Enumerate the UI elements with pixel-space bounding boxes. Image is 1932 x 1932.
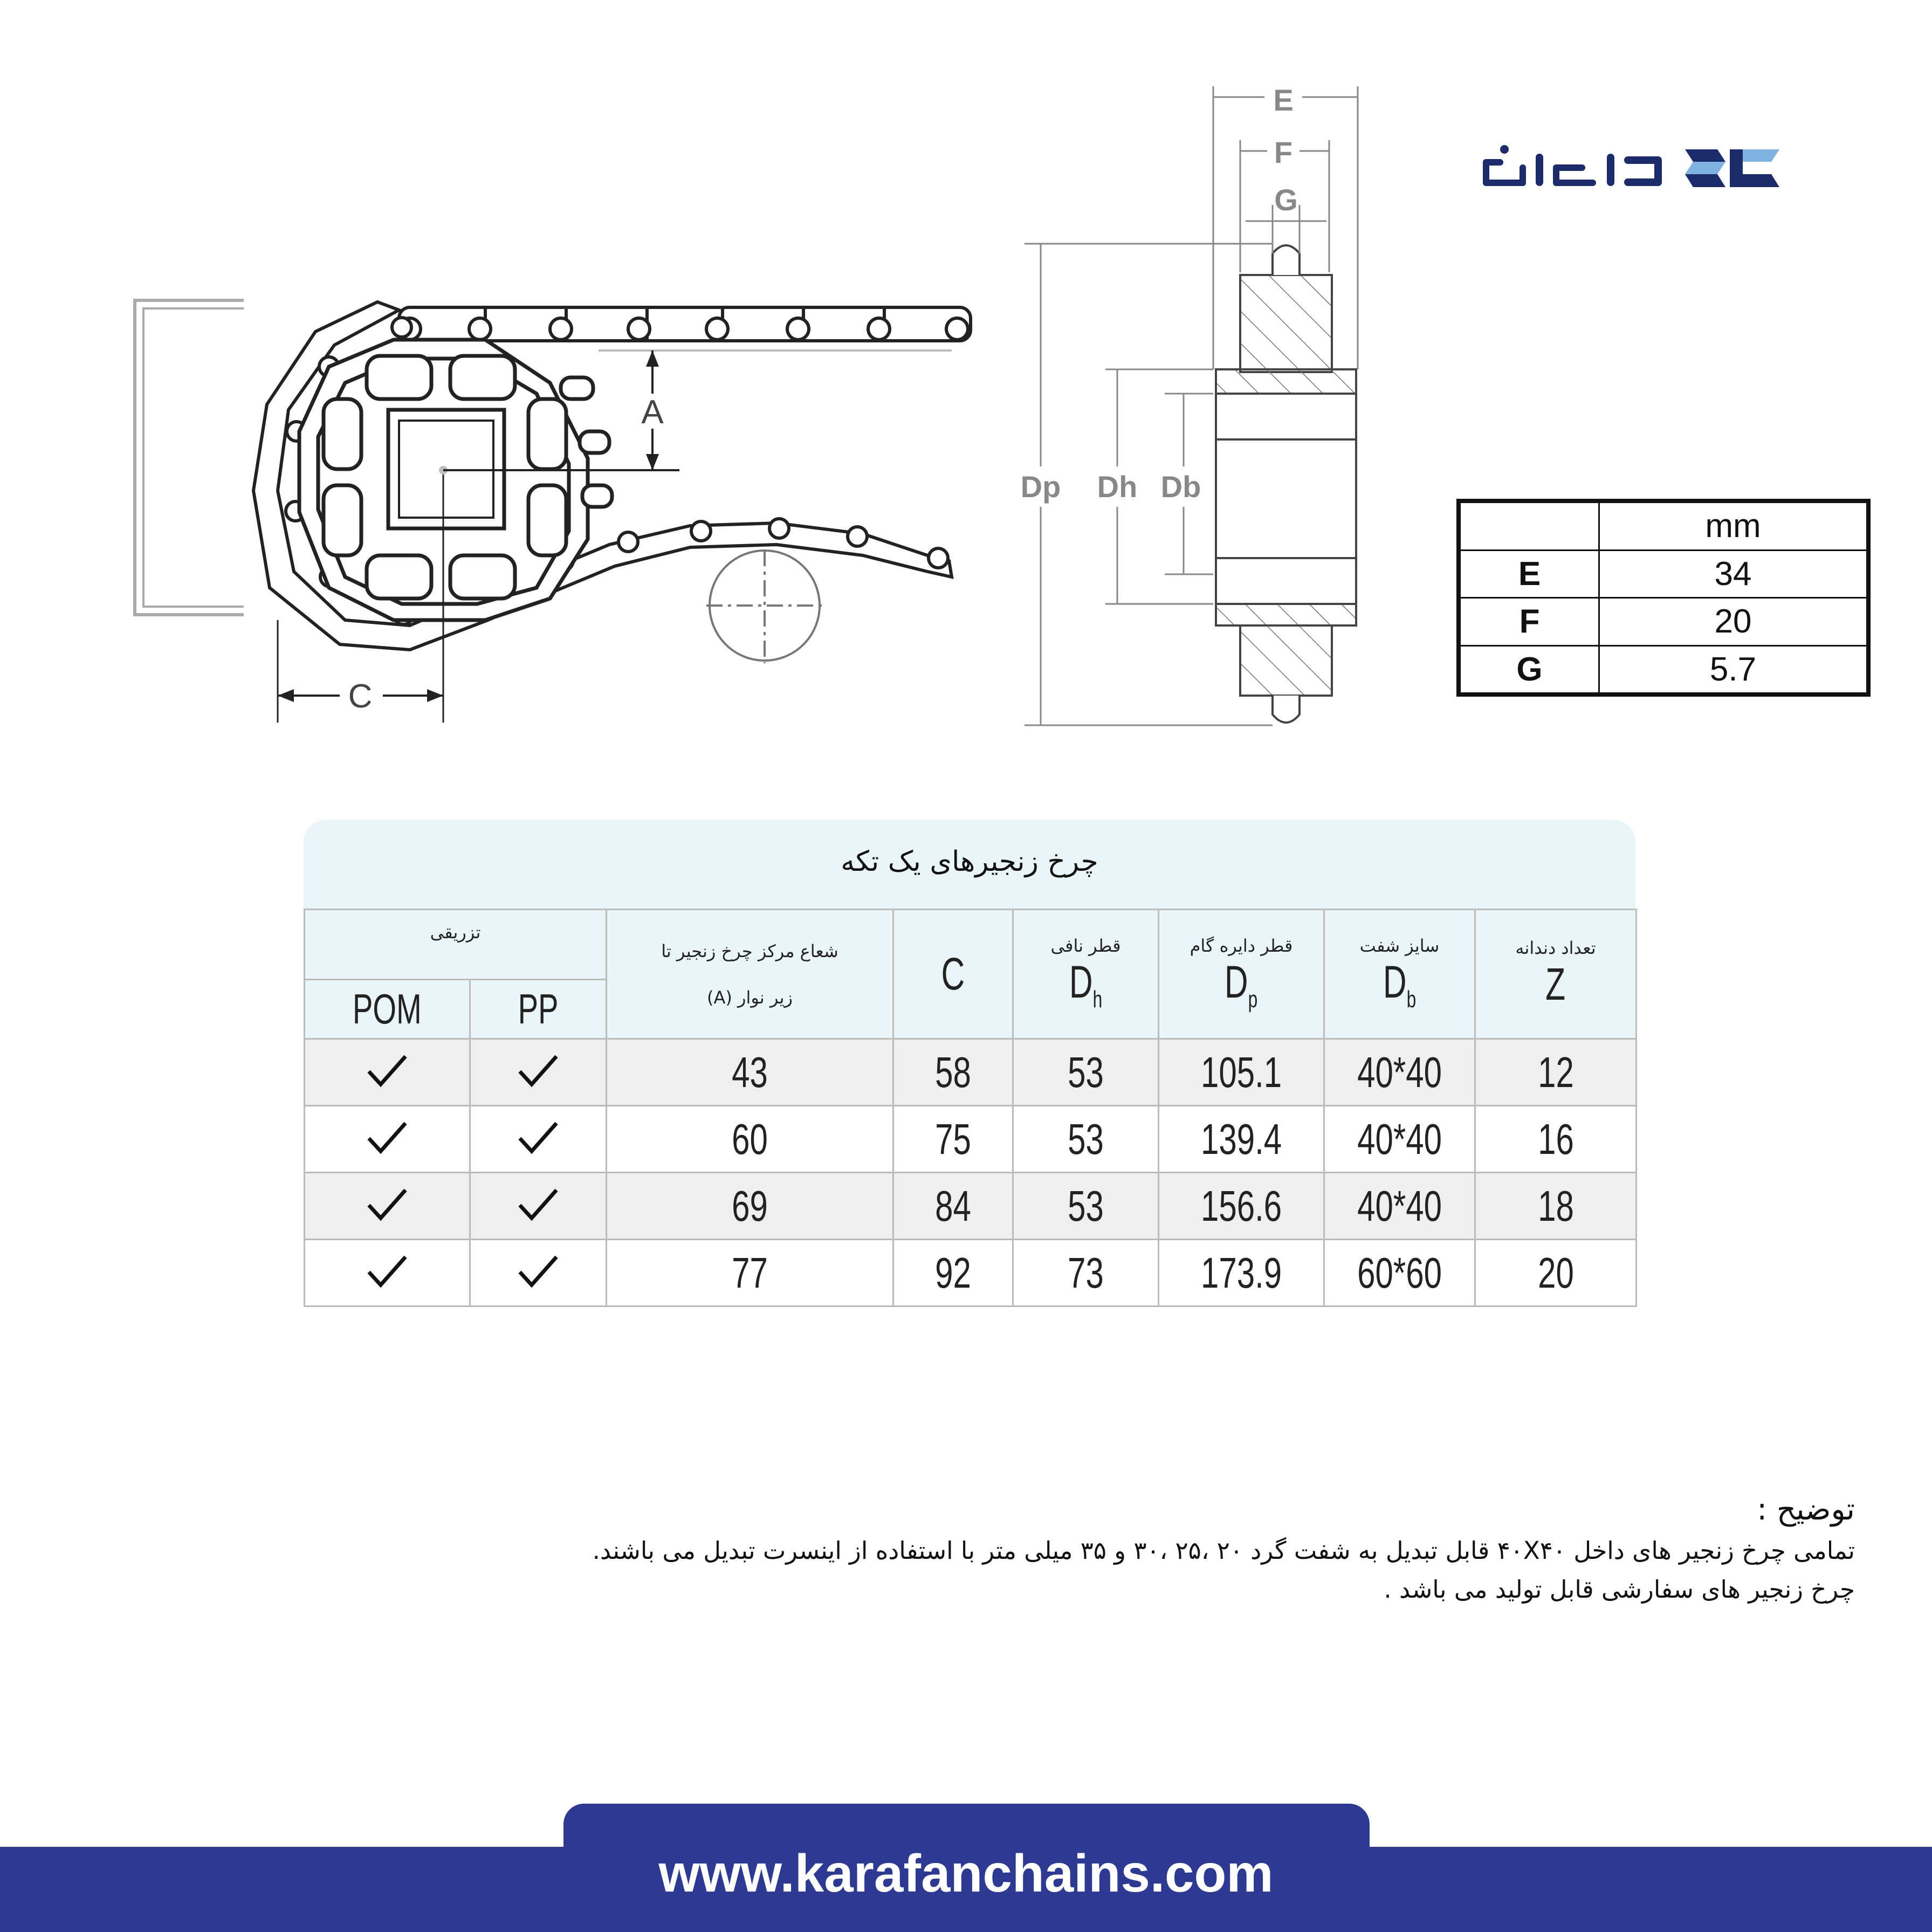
pom-check-cell [305, 1039, 470, 1106]
cell-dp: 156.6 [1200, 1181, 1282, 1230]
header-pom-label: POM [353, 985, 422, 1033]
dim-corner-cell [1460, 503, 1599, 551]
dimension-table [1456, 499, 1871, 697]
cell-c: 84 [935, 1181, 971, 1230]
header-pitch-subscript: p [1248, 986, 1258, 1013]
cell-dh: 53 [1068, 1181, 1104, 1230]
cell-db: 40*40 [1357, 1115, 1442, 1163]
header-radius-line2: زیر نوار (A) [707, 987, 793, 1008]
notes-title: توضیح : [1757, 1492, 1855, 1527]
spec-table-title: چرخ زنجیرهای یک تکه [841, 845, 1098, 878]
side-view [1216, 245, 1356, 723]
header-c-symbol: C [941, 948, 965, 999]
dim-key: F [1460, 598, 1599, 646]
cell-z: 18 [1537, 1181, 1574, 1230]
header-shaft-symbol: D [1383, 956, 1407, 1007]
header-pitch [1159, 910, 1324, 1039]
cell-z: 20 [1537, 1248, 1574, 1297]
header-hub-subscript: h [1092, 986, 1103, 1013]
cell-a: 77 [732, 1248, 768, 1297]
header-shaft-label: سایز شفت [1359, 935, 1440, 956]
roller-circle [706, 550, 825, 663]
label-G: G [1274, 183, 1298, 217]
pp-check-cell [470, 1039, 607, 1106]
cell-db: 60*60 [1357, 1248, 1442, 1297]
checkmark-icon [517, 1119, 560, 1157]
dim-key: G [1460, 645, 1599, 693]
header-teeth [1475, 910, 1637, 1039]
notes-section [270, 1488, 1855, 1609]
dim-value: 34 [1599, 550, 1867, 598]
table-row [305, 1173, 1637, 1240]
cell-z: 12 [1537, 1048, 1574, 1096]
header-teeth-symbol: Z [1545, 959, 1566, 1009]
header-pom [305, 980, 470, 1039]
table-row [305, 1039, 1637, 1106]
header-radius [607, 910, 893, 1039]
sprocket-spec-table [304, 820, 1635, 1310]
header-pitch-symbol: D [1225, 956, 1249, 1007]
header-radius-line1: شعاع مرکز چرخ زنجیر تا [661, 940, 838, 961]
cell-dh: 53 [1068, 1115, 1104, 1163]
header-shaft-subscript: b [1406, 986, 1417, 1013]
cell-dh: 53 [1068, 1048, 1104, 1096]
pom-check-cell [305, 1240, 470, 1307]
notes-line-2: چرخ زنجیر های سفارشی قابل تولید می باشد . [1384, 1575, 1855, 1604]
belt-top [399, 307, 971, 341]
cell-c: 75 [935, 1115, 971, 1163]
header-pitch-label: قطر دایره گام [1190, 935, 1293, 956]
cell-c: 58 [935, 1048, 971, 1096]
pom-check-cell [305, 1173, 470, 1240]
label-Db: Db [1160, 470, 1201, 504]
header-pp-label: PP [518, 985, 559, 1033]
dim-value: 20 [1599, 598, 1867, 646]
notes-line-1: تمامی چرخ زنجیر های داخل ۴۰X۴۰ قابل تبدیل به شفت گرد ۲۰ ،۲۵ ،۳۰ و ۳۵ میلی متر با استفاده از اینسرت تبدیل می باشند. [592, 1536, 1855, 1565]
spec-table-header-band [304, 820, 1635, 909]
dim-unit-header: mm [1599, 503, 1867, 551]
cell-dp: 173.9 [1200, 1248, 1282, 1297]
cell-z: 16 [1537, 1115, 1574, 1163]
checkmark-icon [366, 1253, 409, 1290]
header-hub-label: قطر نافی [1050, 935, 1121, 956]
header-pp [470, 980, 607, 1039]
cell-db: 40*40 [1357, 1181, 1442, 1230]
table-row [305, 1240, 1637, 1307]
header-injection-label: تزریقی [430, 922, 481, 943]
header-injection [305, 910, 607, 980]
checkmark-icon [366, 1186, 409, 1223]
header-hub [1013, 910, 1159, 1039]
checkmark-icon [366, 1052, 409, 1090]
pp-check-cell [470, 1173, 607, 1240]
pp-check-cell [470, 1240, 607, 1307]
pp-check-cell [470, 1106, 607, 1173]
checkmark-icon [517, 1052, 560, 1090]
label-C: C [348, 678, 373, 715]
cell-dp: 105.1 [1200, 1048, 1282, 1096]
sprocket-body [299, 340, 612, 620]
guide-bracket [135, 300, 244, 615]
cell-dp: 139.4 [1200, 1115, 1282, 1163]
website-link[interactable]: www.karafanchains.com [658, 1844, 1274, 1903]
label-F: F [1274, 135, 1293, 169]
dim-value: 5.7 [1599, 645, 1867, 693]
pom-check-cell [305, 1106, 470, 1173]
header-shaft [1324, 910, 1475, 1039]
checkmark-icon [517, 1253, 560, 1290]
label-Dp: Dp [1020, 470, 1061, 504]
cell-c: 92 [935, 1248, 971, 1297]
header-c [893, 910, 1013, 1039]
label-A: A [641, 394, 664, 431]
label-E: E [1273, 83, 1294, 117]
header-hub-symbol: D [1069, 956, 1093, 1007]
checkmark-icon [517, 1186, 560, 1223]
cell-dh: 73 [1068, 1248, 1104, 1297]
dim-key: E [1460, 550, 1599, 598]
cell-a: 69 [732, 1181, 768, 1230]
table-row [305, 1106, 1637, 1173]
checkmark-icon [366, 1119, 409, 1157]
header-teeth-label: تعداد دندانه [1515, 938, 1596, 958]
cell-a: 43 [732, 1048, 768, 1096]
cell-db: 40*40 [1357, 1048, 1442, 1096]
cell-a: 60 [732, 1115, 768, 1163]
label-Dh: Dh [1097, 470, 1138, 504]
